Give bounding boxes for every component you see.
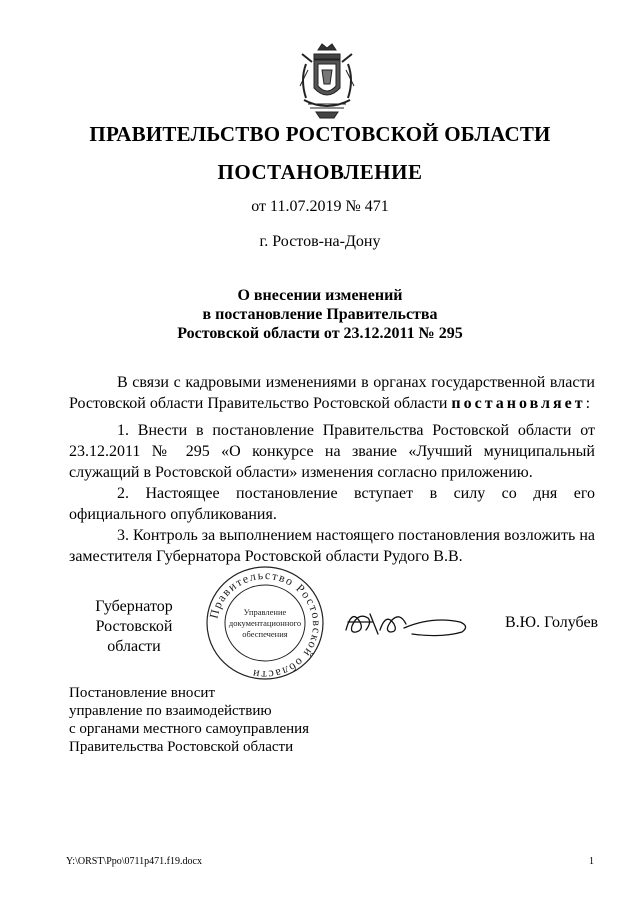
signatory-title [68, 597, 200, 657]
preamble-end: : [585, 395, 591, 412]
document-title [0, 286, 640, 343]
preamble-text: В связи с кадровыми изменениями в органах государственной власти Ростовской области Правительство Ростовской области [69, 374, 595, 412]
note-line-3: с органами местного самоуправления [69, 721, 310, 737]
signatory-name: В.Ю. Голубев [505, 614, 599, 631]
document-city: г. Ростов-на-Дону [259, 233, 381, 250]
official-stamp [203, 563, 327, 683]
document-type: ПОСТАНОВЛЕНИЕ [217, 160, 423, 184]
preamble-keyword: постановляет [451, 395, 586, 412]
footer-file-path: Y:\ORST\Ppo\0711p471.f19.docx [66, 856, 202, 867]
numbered-items [69, 420, 595, 567]
stamp-line-3: обеспечения [242, 629, 288, 639]
stamp-ring-text: Правительство Ростовской области [206, 567, 325, 683]
item-2: 2. Настоящее постановление вступает в силу со дня его официального опубликования. [69, 485, 595, 523]
note-line-2: управление по взаимодействию [69, 703, 272, 719]
document-date-number: от 11.07.2019 № 471 [251, 198, 389, 215]
item-3: 3. Контроль за выполнением настоящего постановления возложить на заместителя Губернатора Ростовской области Рудого В.В. [69, 527, 595, 565]
title-line-3: Ростовской области от 23.12.2011 № 295 [177, 325, 463, 342]
stamp-line-1: Управление [243, 607, 287, 617]
organization-name: ПРАВИТЕЛЬСТВО РОСТОВСКОЙ ОБЛАСТИ [89, 122, 551, 146]
item-1: 1. Внести в постановление Правительства Ростовской области от 23.12.2011 № 295 «О конкурсе на звание «Лучший муниципальный служащий в Ростовской области» изменения согласно приложению. [69, 422, 595, 481]
stamp-line-2: документационного [228, 618, 302, 628]
title-line-1: О внесении изменений [237, 287, 403, 304]
note-line-1: Постановление вносит [69, 685, 216, 701]
handwritten-signature [342, 600, 472, 644]
submission-note [69, 684, 309, 756]
signatory-title-line-2: Ростовской области [95, 618, 173, 655]
note-line-4: Правительства Ростовской области [69, 739, 294, 755]
page-number: 1 [589, 856, 594, 867]
title-line-2: в постановление Правительства [202, 306, 438, 323]
preamble-paragraph [69, 372, 595, 414]
signatory-title-line-1: Губернатор [95, 598, 173, 615]
coat-of-arms-emblem [296, 40, 358, 122]
